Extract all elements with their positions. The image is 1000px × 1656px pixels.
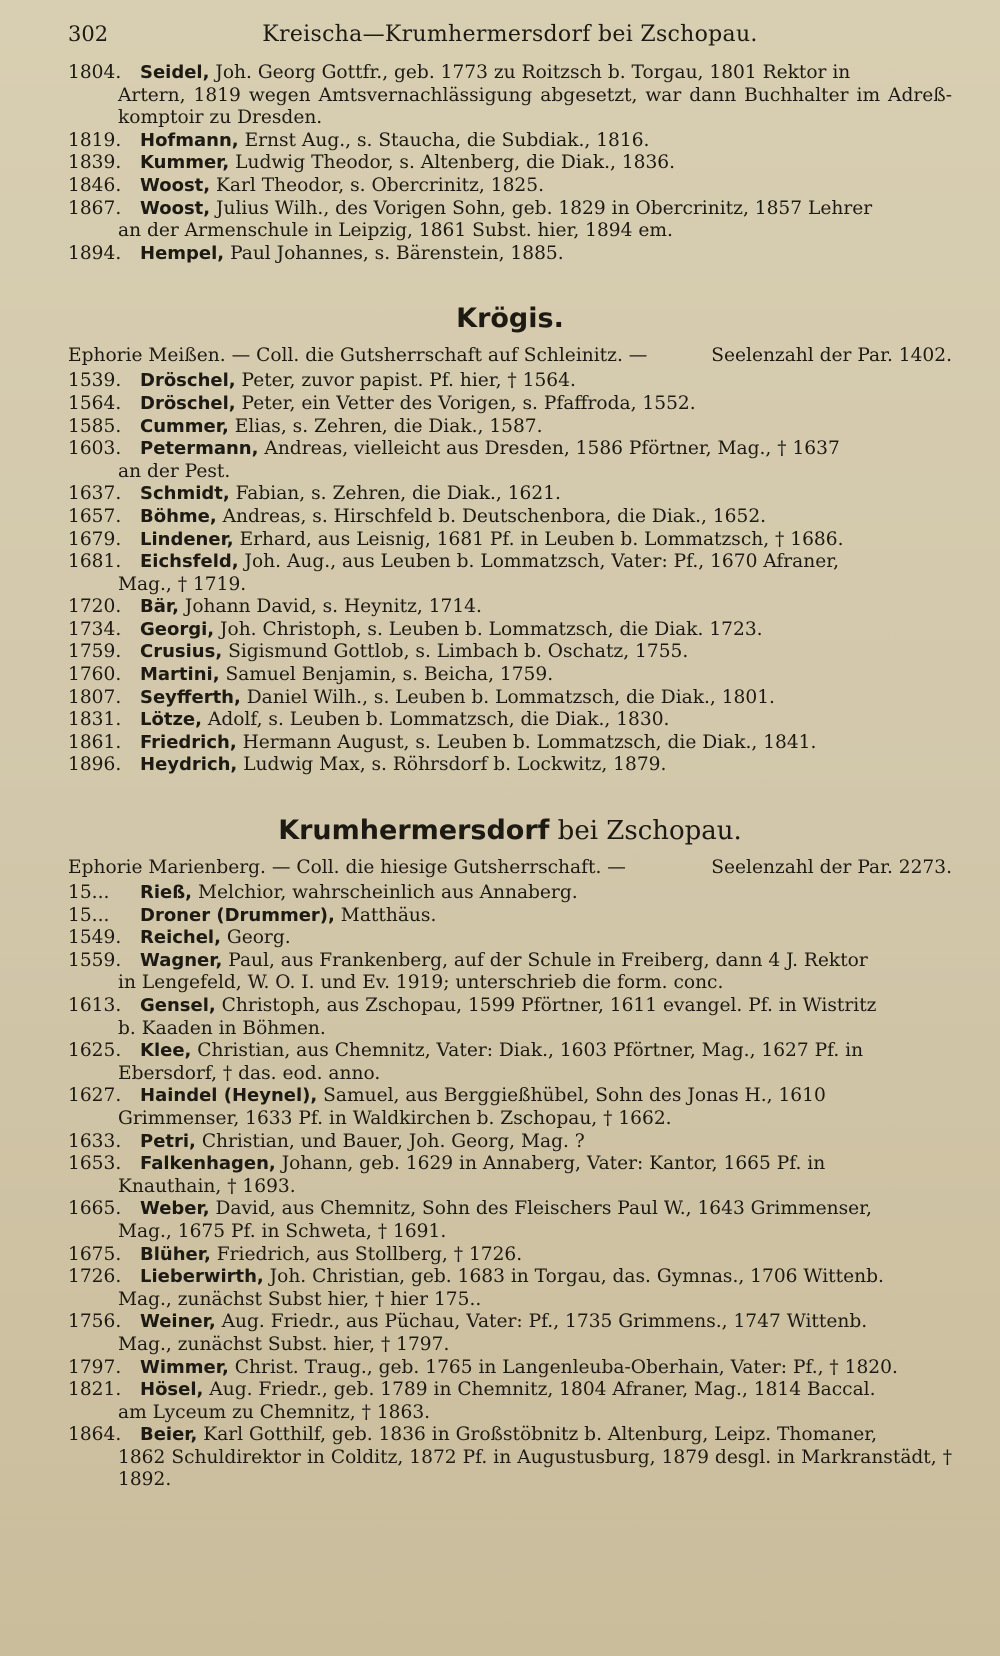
entry-year: 1756. [68,1311,122,1333]
entry-text: Erhard, aus Leisnig, 1681 Pf. in Leuben b. Lommatzsch, † 1686. [239,528,844,550]
list-item [68,709,952,732]
entry-year: 1549. [68,927,122,949]
entry-name: Crusius, [140,641,223,663]
entry-name: Blüher, [140,1243,211,1265]
entry-name: Woost, [140,174,211,196]
entry-name: Gensel, [140,995,216,1016]
entry-text: Christian, aus Chemnitz, Vater: Diak., 1603 Pförtner, Mag., 1627 Pf. in [197,1040,864,1062]
entry-year: 1864. [68,1424,122,1446]
entry-year: 1627. [68,1085,122,1107]
entry-name: Weiner, [140,1311,216,1333]
entry-name: Böhme, [140,505,217,527]
entry-text: Hermann August, s. Leuben b. Lommatzsch, die Diak., 1841. [242,731,817,753]
entry-year: 1804. [68,62,122,83]
entry-name: Seyfferth, [140,686,241,708]
entry-name: Rieß, [140,882,193,904]
list-item [68,1153,952,1198]
list-item [68,551,952,596]
entry-continuation: Knauthain, † 1693. [118,1175,296,1197]
entry-year: 1564. [68,392,122,414]
entry-text: Matthäus. [340,904,437,926]
list-item [68,882,952,905]
list-item [68,506,952,529]
list-item [68,370,952,393]
entry-name: Wagner, [140,949,223,971]
list-item [68,1357,952,1380]
list-item [68,927,952,950]
entry-continuation: an der Armenschule in Leipzig, 1861 Subst. hier, 1894 em. [118,220,673,242]
entry-name: Falkenhagen, [140,1153,276,1175]
entry-text: Adolf, s. Leuben b. Lommatzsch, die Diak., 1830. [207,709,670,731]
entry-year: 1896. [68,754,122,776]
entry-text: Ludwig Max, s. Röhrsdorf b. Lockwitz, 1879. [243,754,667,776]
entry-name: Georgi, [140,618,215,640]
list-item [68,664,952,687]
entry-text: Joh. Christoph, s. Leuben b. Lommatzsch, die Diak. 1723. [220,618,763,640]
entry-name: Beier, [140,1424,198,1446]
entry-name: Bär, [140,596,179,618]
entry-year: 1657. [68,505,122,527]
section-title-kroegis-name: Krögis. [456,303,564,335]
entry-name: Schmidt, [140,483,230,505]
list-item [68,1244,952,1267]
running-head [68,22,952,62]
entry-year: 1603. [68,438,122,460]
entry-year: 1839. [68,152,122,174]
entry-name: Hösel, [140,1379,204,1401]
entry-name: Hofmann, [140,129,239,151]
list-item [68,1085,952,1130]
entry-text: Paul, aus Frankenberg, auf der Schule in Freiberg, dann 4 J. Rektor [228,949,868,971]
section-title-krumhermersdorf-rest: bei Zschopau. [557,816,742,847]
entry-text: Christoph, aus Zschopau, 1599 Pförtner, 1611 evangel. Pf. in Wistritz [221,995,877,1016]
entry-year: 1759. [68,641,122,663]
ephorie-kroegis-left: Ephorie Meißen. — Coll. die Gutsherrschaft auf Schleinitz. — [68,345,648,367]
entry-text: Fabian, s. Zehren, die Diak., 1621. [235,483,561,505]
entry-text: Daniel Wilh., s. Leuben b. Lommatzsch, die Diak., 1801. [246,686,775,708]
list-item [68,483,952,506]
entry-year: 1734. [68,618,122,640]
entry-name: Petri, [140,1130,196,1152]
entry-text: Peter, ein Vetter des Vorigen, s. Pfaffroda, 1552. [241,392,696,414]
list-item [68,1040,952,1085]
list-item [68,1266,952,1311]
page-number: 302 [68,22,109,46]
list-item [68,596,952,619]
entry-name: Lieberwirth, [140,1266,264,1288]
entry-year: 1861. [68,731,122,753]
list-item [68,130,952,153]
entry-name: Dröschel, [140,392,236,414]
entry-year: 1681. [68,551,122,573]
entry-name: Cummer, [140,415,229,437]
entry-text: Johann, geb. 1629 in Annaberg, Vater: Kantor, 1665 Pf. in [281,1153,826,1175]
list-item [68,62,952,130]
section-title-kroegis [68,303,952,334]
entry-name: Haindel (Heynel), [140,1085,318,1107]
list-item [68,1311,952,1356]
entry-year: 1679. [68,528,122,550]
entry-continuation: in Lengefeld, W. O. I. und Ev. 1919; unterschrieb die form. conc. [118,972,724,994]
entry-name: Hempel, [140,242,225,264]
entry-year: 1894. [68,242,122,264]
entry-year: 1807. [68,686,122,708]
section-title-krumhermersdorf-name: Krumhermersdorf [278,815,550,847]
ephorie-line-kroegis [68,344,952,367]
list-item [68,152,952,175]
entry-text: Aug. Friedr., aus Püchau, Vater: Pf., 1735 Grimmens., 1747 Wittenb. [221,1311,868,1333]
section-title-krumhermersdorf [68,815,952,846]
entry-name: Heydrich, [140,754,238,776]
list-item [68,619,952,642]
entry-year: 1821. [68,1379,122,1401]
entry-continuation: Mag., zunächst Subst. hier, † 1797. [118,1333,450,1355]
entry-text: Karl Gotthilf, geb. 1836 in Großstöbnitz b. Altenburg, Leipz. Thomaner, [203,1424,878,1446]
entry-name: Petermann, [140,438,259,460]
list-item [68,1131,952,1154]
entry-continuation: Mag., † 1719. [118,573,247,595]
entry-text: Sigismund Gottlob, s. Limbach b. Oschatz, 1755. [228,641,689,663]
entry-text: Joh. Christian, geb. 1683 in Torgau, das. Gymnas., 1706 Wittenb. [269,1266,884,1288]
entry-name: Reichel, [140,927,221,949]
entry-text: Ernst Aug., s. Staucha, die Subdiak., 1816. [244,129,650,151]
entry-year: 1797. [68,1356,122,1378]
entry-year: 1585. [68,415,122,437]
entry-text: Elias, s. Zehren, die Diak., 1587. [234,415,543,437]
kreischa-entries [68,62,952,265]
entry-year: 1846. [68,174,122,196]
entry-text: Friedrich, aus Stollberg, † 1726. [216,1243,523,1265]
entry-name: Friedrich, [140,731,237,753]
entry-name: Martini, [140,664,220,686]
list-item [68,175,952,198]
list-item [68,416,952,439]
entry-continuation: am Lyceum zu Chemnitz, † 1863. [118,1401,431,1423]
entry-name: Weber, [140,1198,210,1220]
entry-text: Joh. Georg Gottfr., geb. 1773 zu Roitzsch b. Torgau, 1801 Rektor in [215,62,851,83]
entry-text: Melchior, wahrscheinlich aus Annaberg. [197,882,578,904]
entry-year: 1867. [68,197,122,219]
entry-year: 1625. [68,1040,122,1062]
entry-name: Wimmer, [140,1356,229,1378]
entry-name: Dröschel, [140,370,236,392]
entry-text: Joh. Aug., aus Leuben b. Lommatzsch, Vater: Pf., 1670 Afraner, [244,551,840,573]
entry-year: 1675. [68,1243,122,1265]
list-item [68,243,952,266]
entry-name: Klee, [140,1040,192,1062]
entry-text: Andreas, s. Hirschfeld b. Deutschenbora, die Diak., 1652. [222,505,767,527]
kroegis-entries [68,370,952,777]
entry-continuation: Artern, 1819 wegen Amtsvernachlässigung abgesetzt, war dann Buchhalter im Adreß-komptoir zu Dresden. [118,84,952,129]
entry-year: 1653. [68,1153,122,1175]
list-item [68,950,952,995]
entry-continuation: Grimmenser, 1633 Pf. in Waldkirchen b. Zschopau, † 1662. [118,1107,672,1129]
entry-year: 1539. [68,370,122,392]
entry-name: Droner (Drummer), [140,904,335,926]
list-item [68,1198,952,1243]
entry-text: Samuel, aus Berggießhübel, Sohn des Jonas H., 1610 [323,1085,826,1107]
entry-continuation: Ebersdorf, † das. eod. anno. [118,1062,381,1084]
entry-continuation: b. Kaaden in Böhmen. [118,1017,326,1039]
krumhermersdorf-entries [68,882,952,1492]
list-item [68,687,952,710]
entry-year: 1831. [68,709,122,731]
entry-year: 1665. [68,1198,122,1220]
entry-text: Georg. [226,927,291,949]
list-item [68,198,952,243]
list-item [68,393,952,416]
entry-year: 15... [68,904,110,926]
entry-text: Peter, zuvor papist. Pf. hier, † 1564. [241,370,576,392]
entry-text: Aug. Friedr., geb. 1789 in Chemnitz, 1804 Afraner, Mag., 1814 Baccal. [209,1379,876,1401]
entry-year: 1726. [68,1266,122,1288]
list-item [68,995,952,1040]
entry-name: Seidel, [140,62,210,83]
list-item [68,905,952,928]
entry-year: 1720. [68,596,122,618]
entry-year: 1559. [68,949,122,971]
list-item [68,438,952,483]
list-item [68,529,952,552]
entry-text: Samuel Benjamin, s. Beicha, 1759. [225,664,554,686]
entry-year: 1819. [68,129,122,151]
entry-name: Eichsfeld, [140,551,239,573]
ephorie-kroegis-right: Seelenzahl der Par. 1402. [711,345,952,367]
entry-text: Johann David, s. Heynitz, 1714. [184,596,482,618]
entry-year: 1633. [68,1130,122,1152]
entry-year: 15... [68,882,110,904]
entry-name: Lindener, [140,528,234,550]
entry-text: Ludwig Theodor, s. Altenberg, die Diak., 1836. [235,152,676,174]
list-item [68,732,952,755]
entry-year: 1760. [68,664,122,686]
list-item [68,1424,952,1492]
entry-continuation: an der Pest. [118,460,231,482]
entry-text: Andreas, vielleicht aus Dresden, 1586 Pförtner, Mag., † 1637 [264,438,840,460]
ephorie-krumhermersdorf-right: Seelenzahl der Par. 2273. [711,857,952,879]
entry-name: Kummer, [140,152,230,174]
entry-text: David, aus Chemnitz, Sohn des Fleischers Paul W., 1643 Grimmenser, [215,1198,872,1220]
entry-continuation: Mag., 1675 Pf. in Schweta, † 1691. [118,1220,447,1242]
list-item [68,1379,952,1424]
entry-text: Christ. Traug., geb. 1765 in Langenleuba-Oberhain, Vater: Pf., † 1820. [234,1356,898,1378]
list-item [68,641,952,664]
list-item [68,754,952,777]
ephorie-line-krumhermersdorf [68,856,952,879]
ephorie-krumhermersdorf-left: Ephorie Marienberg. — Coll. die hiesige Gutsherrschaft. — [68,857,626,879]
entry-text: Paul Johannes, s. Bärenstein, 1885. [230,242,564,264]
entry-year: 1637. [68,483,122,505]
entry-name: Lötze, [140,709,202,731]
entry-continuation: Mag., zunächst Subst hier, † hier 175.. [118,1288,482,1310]
running-title: Kreischa—Krumhermersdorf bei Zschopau. [262,22,758,47]
entry-text: Christian, und Bauer, Joh. Georg, Mag. ? [201,1130,585,1152]
entry-year: 1613. [68,995,122,1016]
entry-text: Julius Wilh., des Vorigen Sohn, geb. 1829 in Obercrinitz, 1857 Lehrer [216,197,873,219]
entry-continuation: 1862 Schuldirektor in Colditz, 1872 Pf. in Augustusburg, 1879 desgl. in Markranstädt, † 1892. [118,1446,952,1491]
entry-name: Woost, [140,197,211,219]
entry-text: Karl Theodor, s. Obercrinitz, 1825. [216,174,544,196]
